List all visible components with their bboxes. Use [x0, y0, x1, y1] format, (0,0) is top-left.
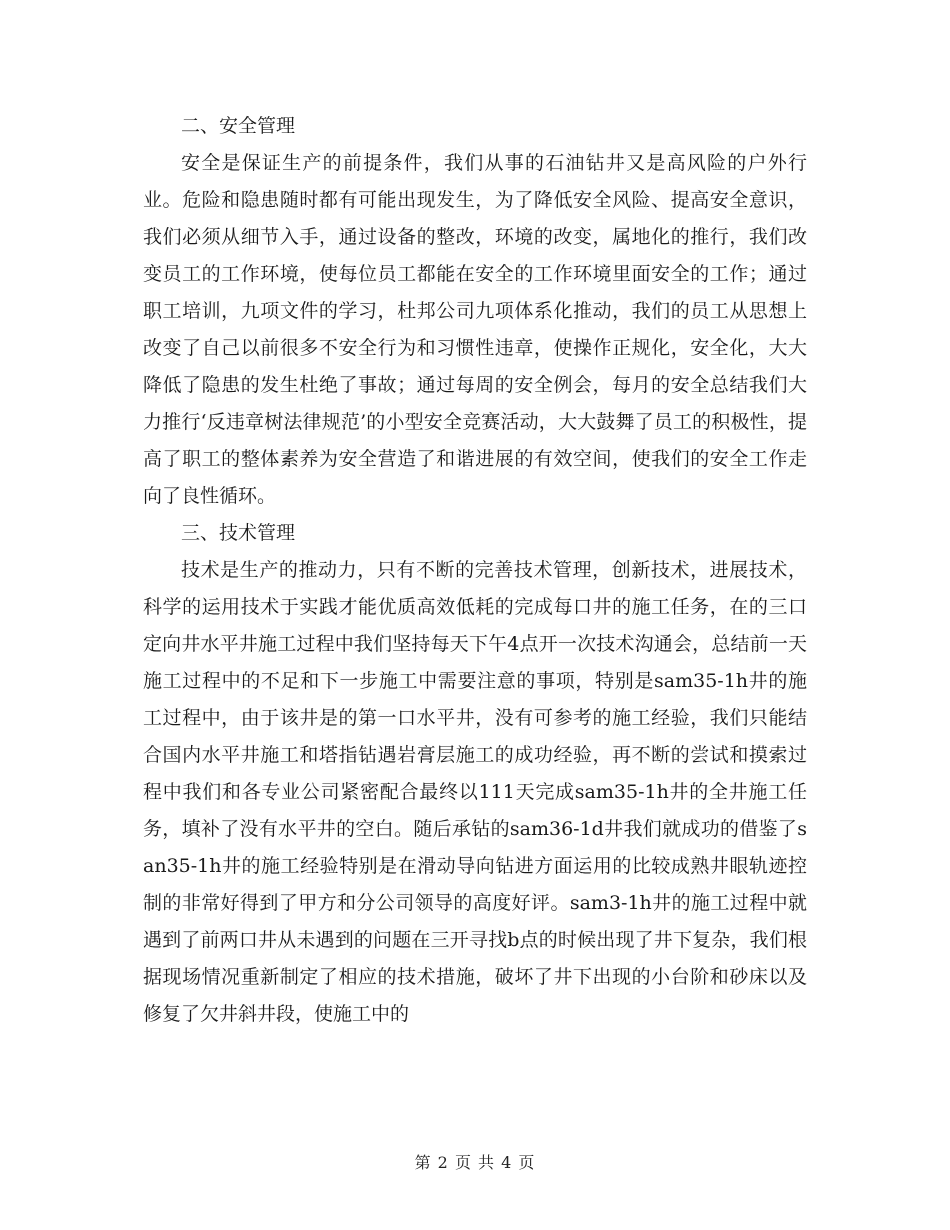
- page-number-footer: 第 2 页 共 4 页: [414, 1153, 536, 1172]
- section-heading-technology: 三、技术管理: [181, 522, 296, 544]
- document-body: [143, 108, 807, 1033]
- paragraph-safety: 安全是保证生产的前提条件，我们从事的石油钻井又是高风险的户外行业。危险和隐患随时都有可能出现发生，为了降低安全风险、提高安全意识，我们必须从细节入手，通过设备的整改，环境的改变，属地化的推行，我们改变员工的工作环境，使每位员工都能在安全的工作环境里面安全的工作；通过职工培训，九项文件的学习，杜邦公司九项体系化推动，我们的员工从思想上改变了自己以前很多不安全行为和习惯性违章，使操作正规化，安全化，大大降低了隐患的发生杜绝了事故；通过每周的安全例会，每月的安全总结我们大力推行‘反违章树法律规范’的小型安全竞赛活动，大大鼓舞了员工的积极性，提高了职工的整体素养为安全营造了和谐进展的有效空间，使我们的安全工作走向了良性循环。: [143, 152, 807, 507]
- paragraph-technology: 技术是生产的推动力，只有不断的完善技术管理，创新技术，进展技术，科学的运用技术于实践才能优质高效低耗的完成每口井的施工任务，在的三口定向井水平井施工过程中我们坚持每天下午4点开一次技术沟通会，总结前一天施工过程中的不足和下一步施工中需要注意的事项，特别是sam35-1h井的施工过程中，由于该井是的第一口水平井，没有可参考的施工经验，我们只能结合国内水平井施工和塔指钻遇岩膏层施工的成功经验，再不断的尝试和摸索过程中我们和各专业公司紧密配合最终以111天完成sam35-1h井的全井施工任务，填补了没有水平井的空白。随后承钻的sam36-1d井我们就成功的借鉴了san35-1h井的施工经验特别是在滑动导向钻进方面运用的比较成熟井眼轨迹控制的非常好得到了甲方和分公司领导的高度好评。sam3-1h井的施工过程中就遇到了前两口井从未遇到的问题在三开寻找b点的时候出现了井下复杂，我们根据现场情况重新制定了相应的技术措施，破坏了井下出现的小台阶和砂床以及修复了欠井斜井段，使施工中的: [143, 559, 807, 1025]
- section-heading-safety: 二、安全管理: [181, 115, 296, 137]
